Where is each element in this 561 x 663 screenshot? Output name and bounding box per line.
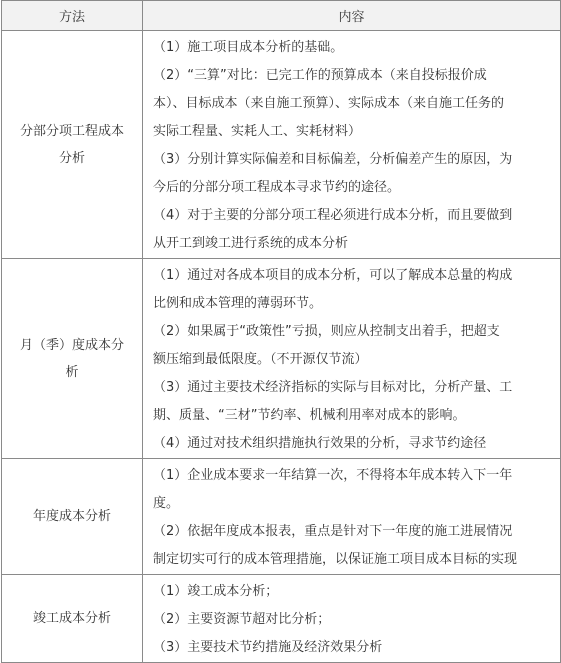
table-row bbox=[2, 31, 561, 259]
method-cell bbox=[2, 459, 143, 575]
content-line: （1）通过对各成本项目的成本分析，可以了解成本总量的构成 bbox=[153, 268, 513, 283]
content-cell bbox=[143, 575, 561, 663]
method-cell bbox=[2, 31, 143, 259]
content-line: （3）分别计算实际偏差和目标偏差，分析偏差产生的原因，为 bbox=[153, 152, 513, 167]
content-line: 制定切实可行的成本管理措施，以保证施工项目成本目标的实现 bbox=[153, 552, 518, 567]
header-content: 内容 bbox=[143, 1, 561, 31]
cost-analysis-table bbox=[1, 0, 561, 663]
content-line: （2）主要资源节超对比分析； bbox=[153, 612, 331, 627]
content-line: （3）通过主要技术经济指标的实际与目标对比，分析产量、工 bbox=[153, 380, 513, 395]
content-cell bbox=[143, 259, 561, 459]
content-line: （2）“三算”对比：已完工作的预算成本（来自投标报价成 bbox=[153, 68, 487, 83]
method-line: 分部分项工程成本 bbox=[19, 123, 124, 139]
method-line: 年度成本分析 bbox=[32, 509, 111, 524]
content-line: 额压缩到最低限度。（不开源仅节流） bbox=[153, 352, 368, 367]
content-line: 比例和成本管理的薄弱环节。 bbox=[153, 296, 323, 311]
table-row bbox=[2, 575, 561, 663]
method-line: 分析 bbox=[58, 150, 85, 166]
table-row bbox=[2, 259, 561, 459]
table-row bbox=[2, 459, 561, 575]
method-line: 析 bbox=[65, 364, 79, 380]
content-line: 今后的分部分项工程成本寻求节约的途径。 bbox=[153, 180, 401, 195]
header-method: 方法 bbox=[2, 1, 143, 31]
method-cell bbox=[2, 575, 143, 663]
content-line: 本）、目标成本（来自施工预算）、实际成本（来自施工任务的 bbox=[153, 96, 505, 111]
content-line: （1）竣工成本分析； bbox=[153, 584, 279, 599]
content-line: （2）依据年度成本报表，重点是针对下一年度的施工进展情况 bbox=[153, 524, 513, 539]
method-cell bbox=[2, 259, 143, 459]
content-line: 度。 bbox=[153, 496, 180, 511]
content-line: 实际工程量、实耗人工、实耗材料） bbox=[153, 124, 362, 139]
content-line: （4）通过对技术组织措施执行效果的分析，寻求节约途径 bbox=[153, 436, 487, 451]
content-line: （2）如果属于“政策性”亏损，则应从控制支出着手，把超支 bbox=[153, 324, 500, 339]
content-line: 期、质量、“三材”节约率、机械利用率对成本的影响。 bbox=[153, 408, 466, 423]
method-line: 竣工成本分析 bbox=[32, 611, 111, 626]
content-line: （1）施工项目成本分析的基础。 bbox=[153, 40, 344, 55]
content-cell bbox=[143, 31, 561, 259]
content-line: （4）对于主要的分部分项工程必须进行成本分析，而且要做到 bbox=[153, 208, 513, 223]
method-line: 月（季）度成本分 bbox=[19, 337, 124, 353]
content-cell bbox=[143, 459, 561, 575]
table-header-row bbox=[2, 1, 561, 31]
content-line: （1）企业成本要求一年结算一次，不得将本年成本转入下一年 bbox=[153, 468, 513, 483]
content-line: （3）主要技术节约措施及经济效果分析 bbox=[153, 640, 383, 655]
content-line: 从开工到竣工进行系统的成本分析 bbox=[153, 236, 349, 251]
